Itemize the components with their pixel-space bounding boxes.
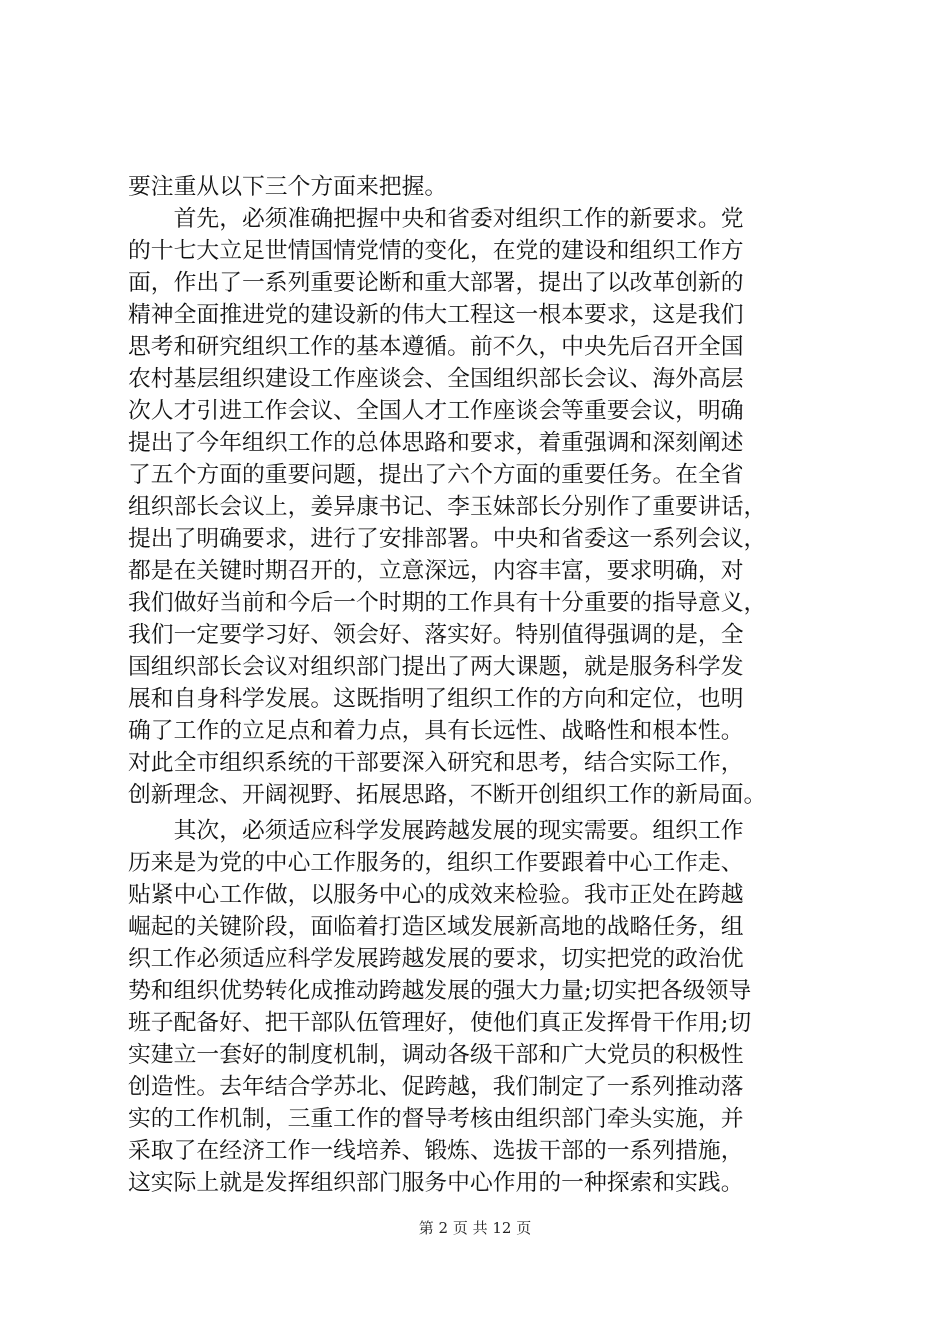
text-line: 提出了今年组织工作的总体思路和要求，着重强调和深刻阐述 — [128, 430, 744, 456]
text-line: 我们做好当前和今后一个时期的工作具有十分重要的指导意义， — [128, 590, 767, 616]
text-line: 我们一定要学习好、领会好、落实好。特别值得强调的是，全 — [128, 622, 744, 648]
text-line: 国组织部长会议对组织部门提出了两大课题，就是服务科学发 — [128, 654, 744, 680]
text-line: 崛起的关键阶段，面临着打造区域发展新高地的战略任务，组 — [128, 914, 744, 940]
text-line: 都是在关键时期召开的，立意深远，内容丰富，要求明确，对 — [128, 558, 744, 584]
text-line: 这实际上就是发挥组织部门服务中心作用的一种探索和实践。 — [128, 1170, 744, 1196]
text-line: 精神全面推进党的建设新的伟大工程这一根本要求，这是我们 — [128, 302, 744, 328]
text-line: 历来是为党的中心工作服务的，组织工作要跟着中心工作走、 — [128, 850, 744, 876]
text-line: 贴紧中心工作做，以服务中心的成效来检验。我市正处在跨越 — [128, 882, 744, 908]
text-line: 势和组织优势转化成推动跨越发展的强大力量;切实把各级领导 — [128, 978, 752, 1004]
text-line: 实建立一套好的制度机制，调动各级干部和广大党员的积极性 — [128, 1042, 744, 1068]
text-line: 首先，必须准确把握中央和省委对组织工作的新要求。党 — [128, 206, 744, 232]
text-line: 确了工作的立足点和着力点，具有长远性、战略性和根本性。 — [128, 718, 744, 744]
text-line: 要注重从以下三个方面来把握。 — [128, 174, 448, 200]
text-line: 展和自身科学发展。这既指明了组织工作的方向和定位，也明 — [128, 686, 744, 712]
text-line: 创新理念、开阔视野、拓展思路，不断开创组织工作的新局面。 — [128, 782, 767, 808]
text-line: 农村基层组织建设工作座谈会、全国组织部长会议、海外高层 — [128, 366, 744, 392]
text-line: 创造性。去年结合学苏北、促跨越，我们制定了一系列推动落 — [128, 1074, 744, 1100]
text-line: 次人才引进工作会议、全国人才工作座谈会等重要会议，明确 — [128, 398, 744, 424]
paragraph-second — [128, 815, 840, 1199]
text-line: 思考和研究组织工作的基本遵循。前不久，中央先后召开全国 — [128, 334, 744, 360]
paragraph-first — [128, 171, 840, 811]
text-line: 班子配备好、把干部队伍管理好，使他们真正发挥骨干作用;切 — [128, 1010, 752, 1036]
text-line: 组织部长会议上，姜异康书记、李玉妹部长分别作了重要讲话， — [128, 494, 767, 520]
text-line: 面，作出了一系列重要论断和重大部署，提出了以改革创新的 — [128, 270, 744, 296]
text-line: 实的工作机制，三重工作的督导考核由组织部门牵头实施，并 — [128, 1106, 744, 1132]
text-line: 采取了在经济工作一线培养、锻炼、选拔干部的一系列措施， — [128, 1138, 744, 1164]
text-line: 对此全市组织系统的干部要深入研究和思考，结合实际工作， — [128, 750, 744, 776]
text-line: 织工作必须适应科学发展跨越发展的要求，切实把党的政治优 — [128, 946, 744, 972]
text-line: 的十七大立足世情国情党情的变化，在党的建设和组织工作方 — [128, 238, 744, 264]
text-line: 提出了明确要求，进行了安排部署。中央和省委这一系列会议， — [128, 526, 767, 552]
page-number-footer: 第 2 页 共 12 页 — [418, 1219, 532, 1237]
text-line: 其次，必须适应科学发展跨越发展的现实需要。组织工作 — [128, 818, 744, 844]
text-line: 了五个方面的重要问题，提出了六个方面的重要任务。在全省 — [128, 462, 744, 488]
